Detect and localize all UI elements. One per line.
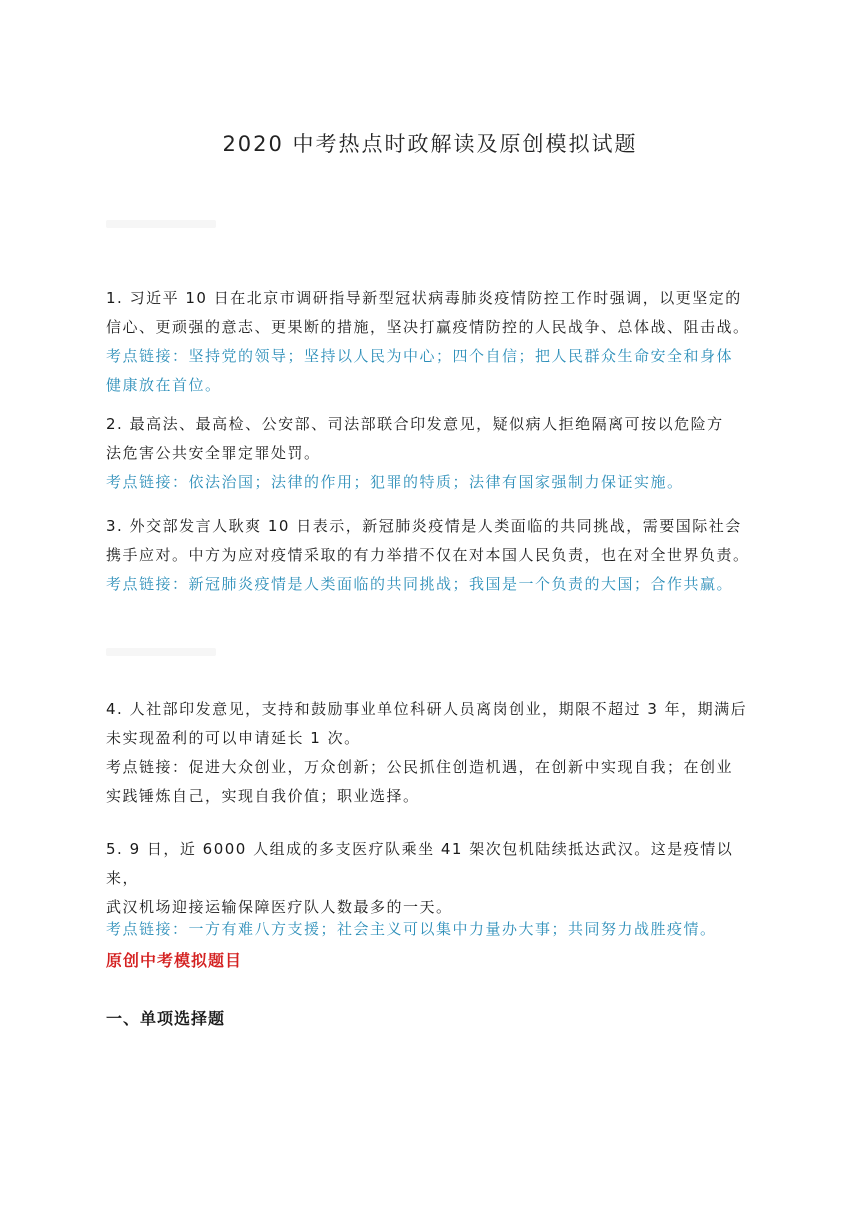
news-item-5-link-block xyxy=(106,915,766,944)
news-item-text: 未实现盈利的可以申请延长 1 次。 xyxy=(106,729,361,747)
original-questions-heading: 原创中考模拟题目 xyxy=(106,951,243,970)
news-item-text: 携手应对。中方为应对疫情采取的有力举措不仅在对本国人民负责，也在对全世界负责。 xyxy=(106,546,750,564)
news-item-text: 4. 人社部印发意见，支持和鼓励事业单位科研人员离岗创业，期限不超过 3 年，期满后 xyxy=(106,700,748,718)
exam-point-link: 健康放在首位。 xyxy=(106,376,222,394)
news-item-4 xyxy=(106,695,766,811)
exam-point-link: 考点链接：促进大众创业，万众创新；公民抓住创造机遇，在创新中实现自我；在创业 xyxy=(106,758,734,776)
news-item-text: 法危害公共安全罪定罪处罚。 xyxy=(106,444,321,462)
exam-point-link: 实践锤炼自己，实现自我价值；职业选择。 xyxy=(106,787,420,805)
news-item-1 xyxy=(106,284,766,400)
exam-point-link: 考点链接：坚持党的领导；坚持以人民为中心；四个自信；把人民群众生命安全和身体 xyxy=(106,347,734,365)
section-heading: 一、单项选择题 xyxy=(106,1009,226,1028)
news-item-text: 2. 最高法、最高检、公安部、司法部联合印发意见，疑似病人拒绝隔离可按以危险方 xyxy=(106,415,724,433)
exam-point-link: 考点链接：新冠肺炎疫情是人类面临的共同挑战；我国是一个负责的大国；合作共赢。 xyxy=(106,575,734,593)
news-item-5 xyxy=(106,835,766,922)
news-item-text: 5. 9 日，近 6000 人组成的多支医疗队乘坐 41 架次包机陆续抵达武汉。这是疫情以来， xyxy=(106,840,734,887)
faded-text-mark xyxy=(106,648,216,656)
news-item-text: 1. 习近平 10 日在北京市调研指导新型冠状病毒肺炎疫情防控工作时强调，以更坚定的 xyxy=(106,289,742,307)
news-item-text: 3. 外交部发言人耿爽 10 日表示，新冠肺炎疫情是人类面临的共同挑战，需要国际社会 xyxy=(106,517,742,535)
faded-text-mark xyxy=(106,220,216,228)
exam-point-link: 考点链接：依法治国；法律的作用；犯罪的特质；法律有国家强制力保证实施。 xyxy=(106,473,684,491)
news-item-text: 信心、更顽强的意志、更果断的措施，坚决打赢疫情防控的人民战争、总体战、阻击战。 xyxy=(106,318,750,336)
document-title: 2020 中考热点时政解读及原创模拟试题 xyxy=(222,132,638,156)
news-item-3 xyxy=(106,512,766,599)
news-item-text: 武汉机场迎接运输保障医疗队人数最多的一天。 xyxy=(106,898,453,916)
news-item-2 xyxy=(106,410,766,497)
exam-point-link: 考点链接：一方有难八方支援；社会主义可以集中力量办大事；共同努力战胜疫情。 xyxy=(106,920,717,938)
